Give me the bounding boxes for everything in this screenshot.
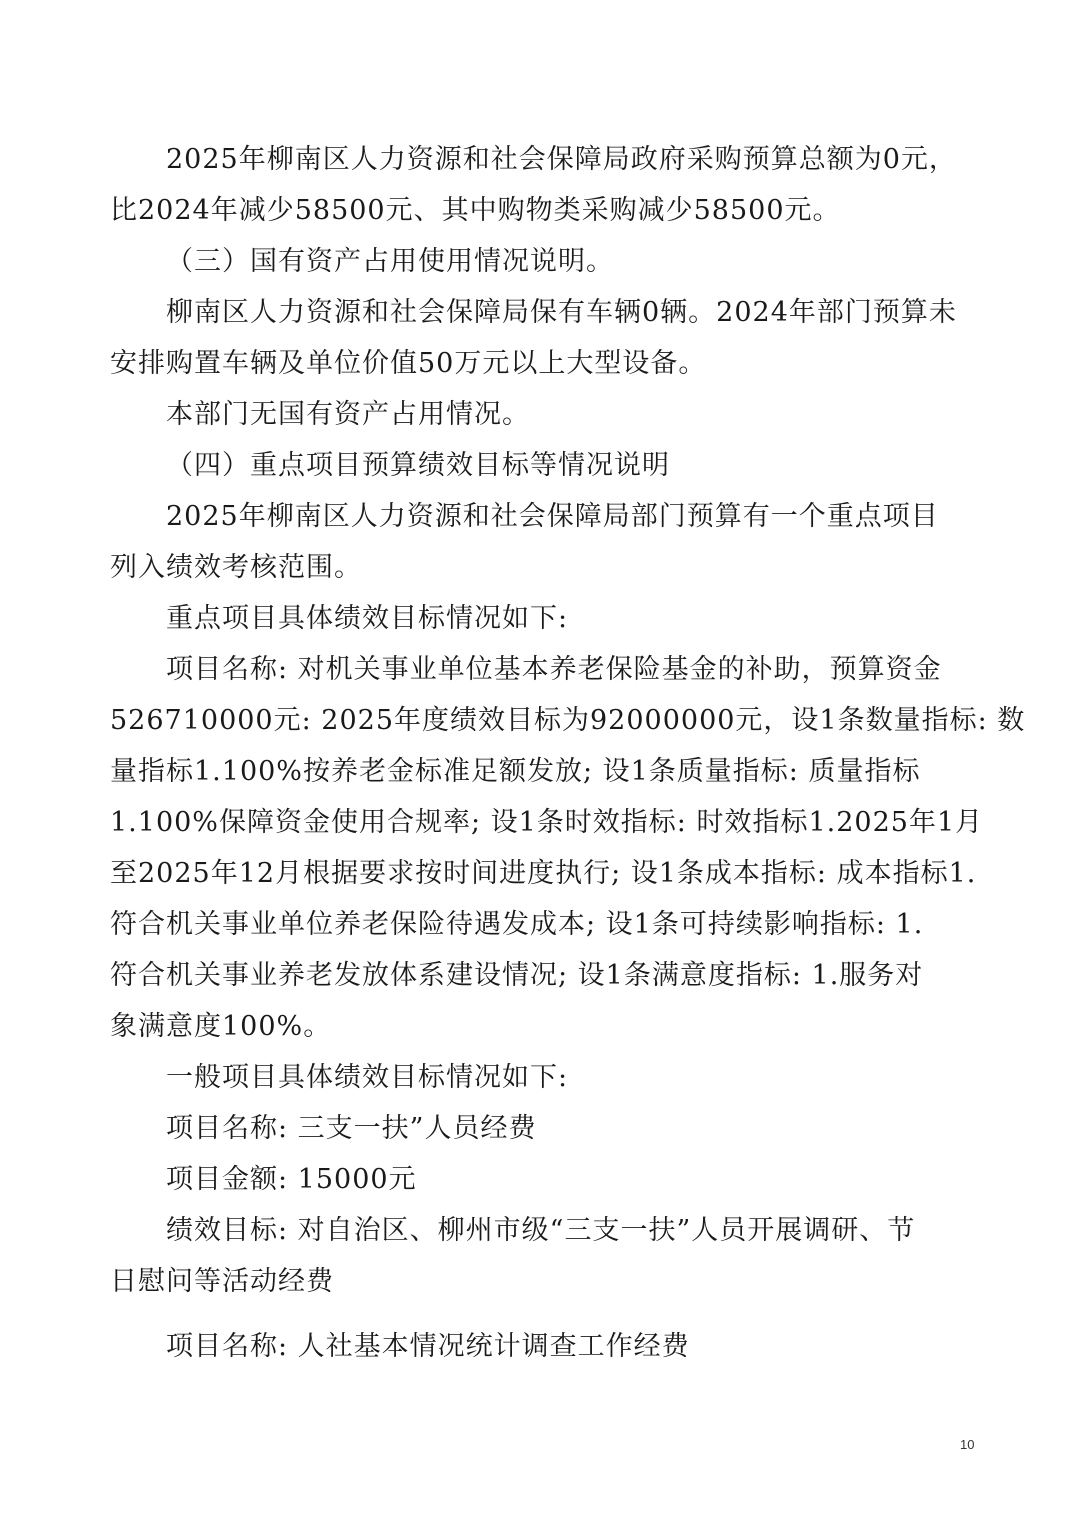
text-line: 象满意度100%。 (110, 1011, 332, 1042)
text-line: 2025年柳南区人力资源和社会保障局部门预算有一个重点项目 (166, 501, 939, 532)
text-line: 比2024年减少58500元、其中购物类采购减少58500元。 (110, 195, 841, 226)
text-line: 柳南区人力资源和社会保障局保有车辆0辆。2024年部门预算未 (166, 297, 957, 328)
text-line: 项目名称: 人社基本情况统计调查工作经费 (166, 1331, 690, 1362)
text-line: 符合机关事业单位养老保险待遇发成本; 设1条可持续影响指标: 1. (110, 909, 924, 940)
text-line: 1.100%保障资金使用合规率; 设1条时效指标: 时效指标1.2025年1月 (110, 807, 984, 838)
text-line: 重点项目具体绩效目标情况如下: (166, 603, 569, 634)
text-line: 项目金额: 15000元 (166, 1164, 417, 1195)
text-line: 2025年柳南区人力资源和社会保障局政府采购预算总额为0元， (166, 144, 957, 175)
text-line: 一般项目具体绩效目标情况如下: (166, 1062, 569, 1093)
text-line: 日慰问等活动经费 (110, 1266, 334, 1297)
text-line: 列入绩效考核范围。 (110, 552, 362, 583)
text-line: 量指标1.100%按养老金标准足额发放; 设1条质量指标: 质量指标 (110, 756, 921, 787)
text-line: 符合机关事业养老发放体系建设情况; 设1条满意度指标: 1.服务对 (110, 960, 924, 991)
text-line: 安排购置车辆及单位价值50万元以上大型设备。 (110, 348, 707, 379)
text-line: 项目名称: 三支一扶”人员经费 (166, 1113, 537, 1144)
page-number: 10 (960, 1437, 975, 1452)
text-line: 至2025年12月根据要求按时间进度执行; 设1条成本指标: 成本指标1. (110, 858, 977, 889)
text-line: 项目名称: 对机关事业单位基本养老保险基金的补助，预算资金 (166, 654, 942, 685)
section-heading: （四）重点项目预算绩效目标等情况说明 (166, 450, 670, 481)
text-line: 绩效目标: 对自治区、柳州市级“三支一扶”人员开展调研、节 (166, 1215, 916, 1246)
text-line: 本部门无国有资产占用情况。 (166, 399, 530, 430)
text-line: 526710000元: 2025年度绩效目标为92000000元，设1条数量指标: 数 (110, 705, 1026, 736)
section-heading: （三）国有资产占用使用情况说明。 (166, 246, 614, 277)
